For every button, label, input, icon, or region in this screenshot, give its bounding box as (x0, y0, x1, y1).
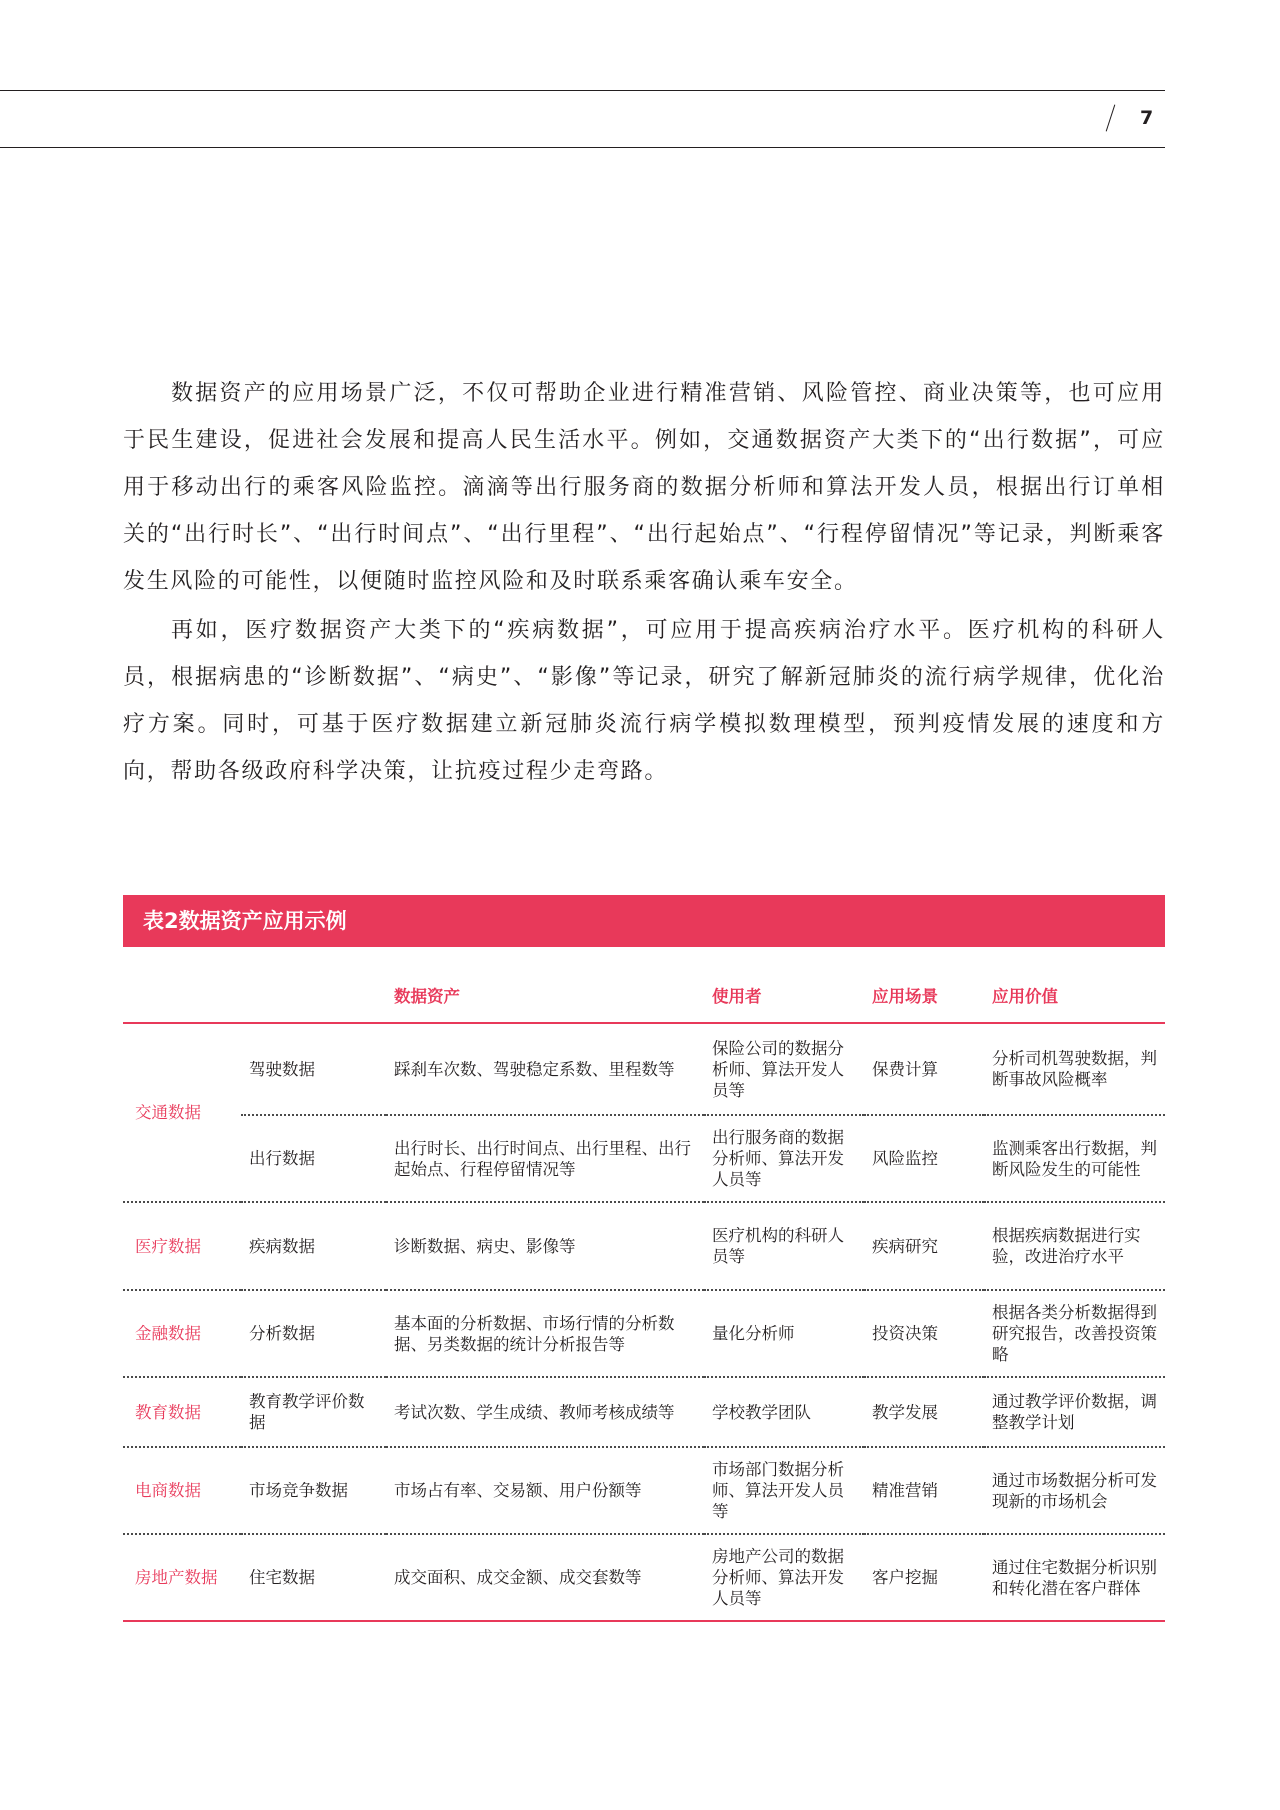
value-cell: 通过市场数据分析可发现新的市场机会 (984, 1447, 1165, 1534)
subtype-cell: 分析数据 (241, 1290, 386, 1377)
paragraph: 再如，医疗数据资产大类下的“疾病数据”，可应用于提高疾病治疗水平。医疗机构的科研人员，根据病患的“诊断数据”、“病史”、“影像”等记录，研究了解新冠肺炎的流行病学规律，优化治疗方案。同时，可基于医疗数据建立新冠肺炎流行病学模拟数理模型，预判疫情发展的速度和方向，帮助各级政府科学决策，让抗疫过程少走弯路。 (123, 618, 1165, 784)
detail-cell: 市场占有率、交易额、用户份额等 (386, 1447, 704, 1534)
table-row (123, 1023, 1165, 1115)
paragraph: 数据资产的应用场景广泛，不仅可帮助企业进行精准营销、风险管控、商业决策等，也可应用于民生建设，促进社会发展和提高人民生活水平。例如，交通数据资产大类下的“出行数据”，可应用于移动出行的乘客风险监控。滴滴等出行服务商的数据分析师和算法开发人员，根据出行订单相关的“出行时长”、“出行时间点”、“出行里程”、“出行起始点”、“行程停留情况”等记录，判断乘客发生风险的可能性，以便随时监控风险和及时联系乘客确认乘车安全。 (123, 381, 1165, 594)
subtype-cell: 住宅数据 (241, 1534, 386, 1621)
value-cell: 分析司机驾驶数据，判断事故风险概率 (984, 1023, 1165, 1115)
detail-cell: 成交面积、成交金额、成交套数等 (386, 1534, 704, 1621)
table-row (123, 1202, 1165, 1290)
scene-cell: 精准营销 (864, 1447, 984, 1534)
data-asset-table (123, 970, 1165, 1622)
subtype-cell: 驾驶数据 (241, 1023, 386, 1115)
category-cell: 金融数据 (123, 1290, 241, 1377)
category-cell: 房地产数据 (123, 1534, 241, 1621)
category-cell: 电商数据 (123, 1447, 241, 1534)
detail-cell: 考试次数、学生成绩、教师考核成绩等 (386, 1377, 704, 1447)
scene-cell: 风险监控 (864, 1115, 984, 1202)
header-user: 使用者 (704, 970, 864, 1023)
table-row (123, 1290, 1165, 1377)
user-cell: 市场部门数据分析师、算法开发人员等 (704, 1447, 864, 1534)
scene-cell: 教学发展 (864, 1377, 984, 1447)
category-cell: 交通数据 (123, 1023, 241, 1202)
table-header-row (123, 970, 1165, 1023)
page-number-slash (1106, 105, 1116, 132)
scene-cell: 客户挖掘 (864, 1534, 984, 1621)
subtype-cell: 教育教学评价数据 (241, 1377, 386, 1447)
table-row (123, 1377, 1165, 1447)
subtype-cell: 疾病数据 (241, 1202, 386, 1290)
page-number: 7 (1140, 107, 1154, 129)
header-bottom-rule (0, 147, 1165, 148)
value-cell: 根据各类分析数据得到研究报告，改善投资策略 (984, 1290, 1165, 1377)
detail-cell: 诊断数据、病史、影像等 (386, 1202, 704, 1290)
header-asset: 数据资产 (386, 970, 704, 1023)
user-cell: 房地产公司的数据分析师、算法开发人员等 (704, 1534, 864, 1621)
value-cell: 根据疾病数据进行实验，改进治疗水平 (984, 1202, 1165, 1290)
scene-cell: 疾病研究 (864, 1202, 984, 1290)
category-cell: 教育数据 (123, 1377, 241, 1447)
subtype-cell: 市场竞争数据 (241, 1447, 386, 1534)
scene-cell: 保费计算 (864, 1023, 984, 1115)
table-title: 表2数据资产应用示例 (123, 895, 1165, 947)
body-text (123, 370, 1165, 797)
detail-cell: 出行时长、出行时间点、出行里程、出行起始点、行程停留情况等 (386, 1115, 704, 1202)
header-value: 应用价值 (984, 970, 1165, 1023)
table-row (123, 1447, 1165, 1534)
user-cell: 出行服务商的数据分析师、算法开发人员等 (704, 1115, 864, 1202)
value-cell: 通过住宅数据分析识别和转化潜在客户群体 (984, 1534, 1165, 1621)
category-cell: 医疗数据 (123, 1202, 241, 1290)
user-cell: 医疗机构的科研人员等 (704, 1202, 864, 1290)
user-cell: 量化分析师 (704, 1290, 864, 1377)
subtype-cell: 出行数据 (241, 1115, 386, 1202)
detail-cell: 踩刹车次数、驾驶稳定系数、里程数等 (386, 1023, 704, 1115)
table-row (123, 1115, 1165, 1202)
header-top-rule (0, 90, 1165, 91)
scene-cell: 投资决策 (864, 1290, 984, 1377)
user-cell: 学校教学团队 (704, 1377, 864, 1447)
header-scene: 应用场景 (864, 970, 984, 1023)
value-cell: 监测乘客出行数据，判断风险发生的可能性 (984, 1115, 1165, 1202)
table-row (123, 1534, 1165, 1621)
user-cell: 保险公司的数据分析师、算法开发人员等 (704, 1023, 864, 1115)
detail-cell: 基本面的分析数据、市场行情的分析数据、另类数据的统计分析报告等 (386, 1290, 704, 1377)
value-cell: 通过教学评价数据，调整教学计划 (984, 1377, 1165, 1447)
